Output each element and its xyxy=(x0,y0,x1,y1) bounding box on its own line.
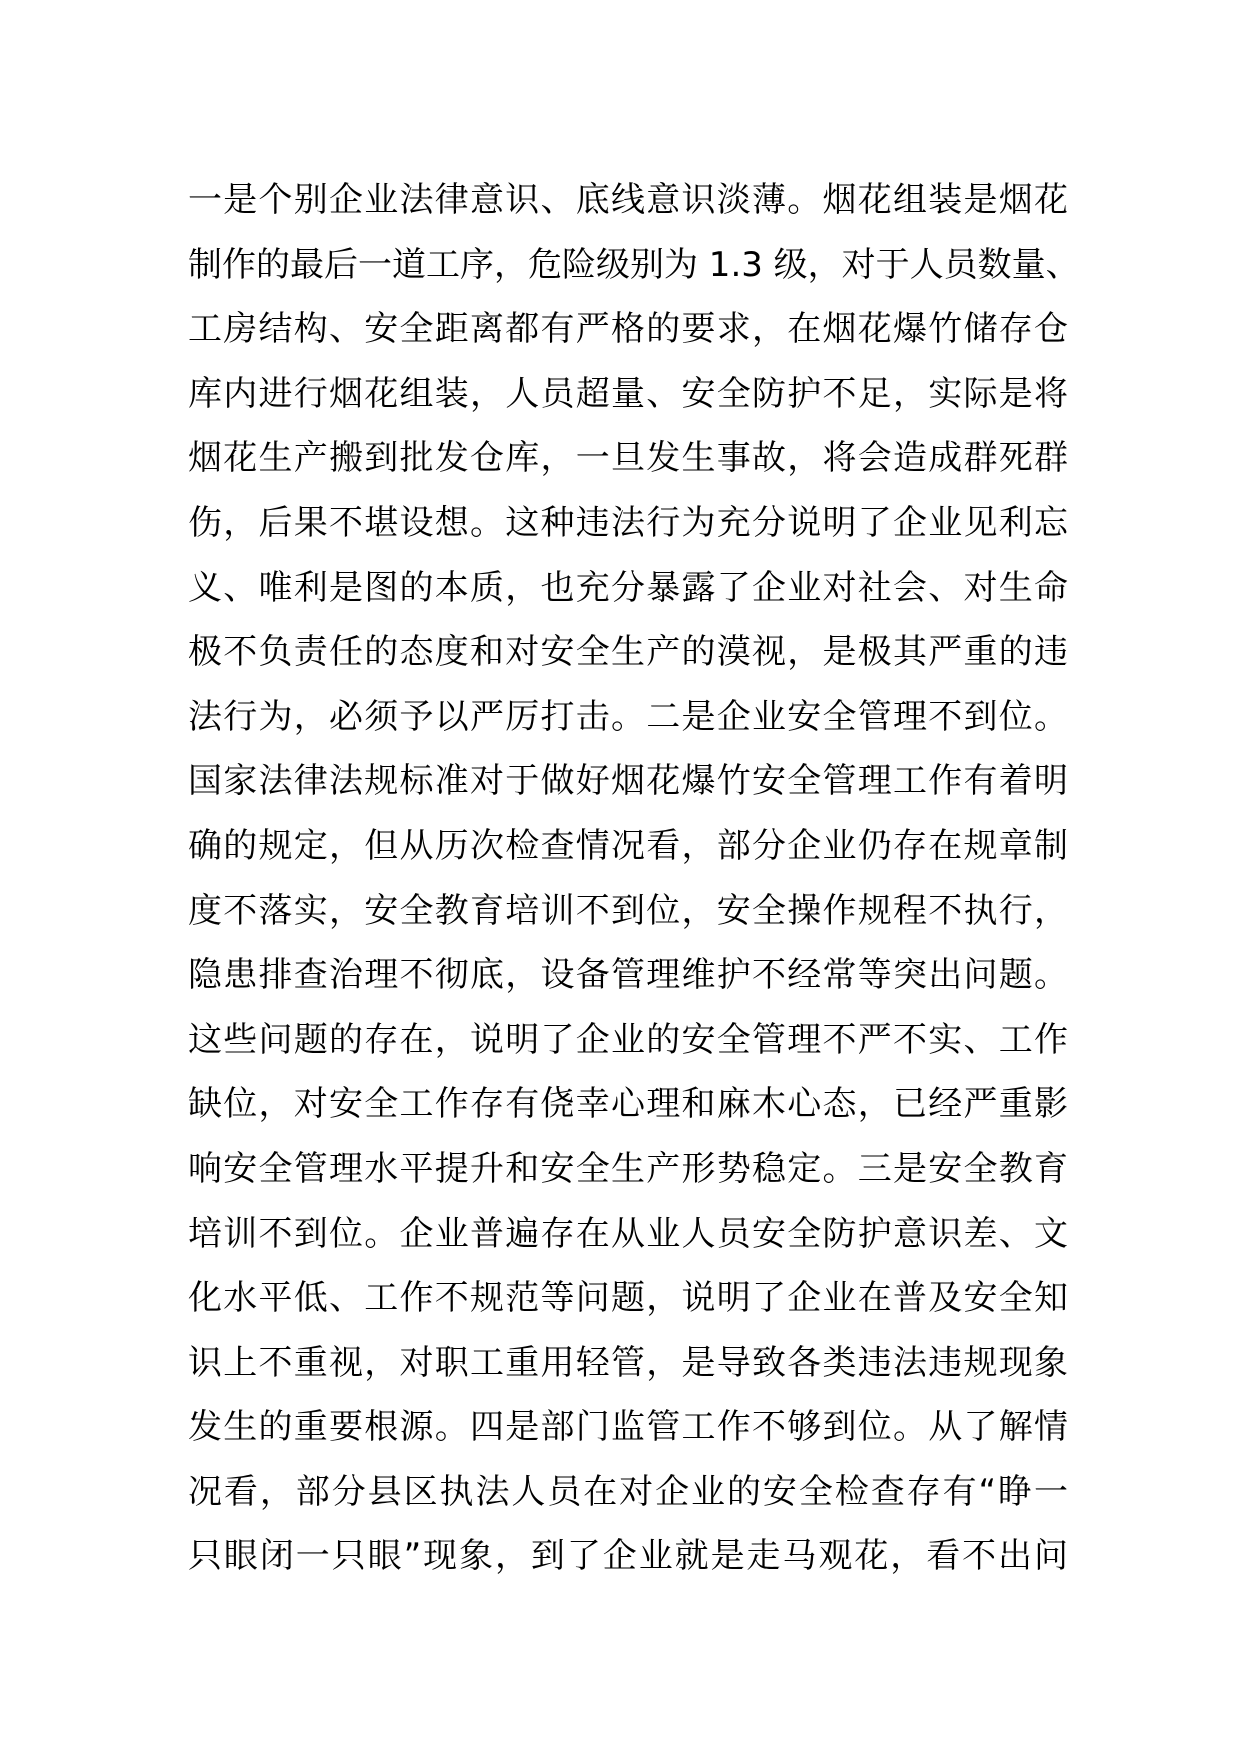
body-text xyxy=(188,168,1080,1589)
text-line: 伤，后果不堪设想。这种违法行为充分说明了企业见利忘 xyxy=(188,502,1068,543)
text-line: 况看，部分县区执法人员在对企业的安全检查存有“睁一 xyxy=(188,1471,1068,1512)
text-line: 工房结构、安全距离都有严格的要求，在烟花爆竹储存仓 xyxy=(188,309,1068,350)
text-line: 国家法律法规标准对于做好烟花爆竹安全管理工作有着明 xyxy=(188,761,1068,802)
text-line: 化水平低、工作不规范等问题，说明了企业在普及安全知 xyxy=(188,1278,1068,1319)
text-line: 极不负责任的态度和对安全生产的漠视，是极其严重的违 xyxy=(188,632,1068,673)
text-line: 库内进行烟花组装，人员超量、安全防护不足，实际是将 xyxy=(188,373,1068,414)
text-line: 法行为，必须予以严厉打击。二是企业安全管理不到位。 xyxy=(188,696,1068,737)
text-line: 培训不到位。企业普遍存在从业人员安全防护意识差、文 xyxy=(188,1213,1068,1254)
text-line: 响安全管理水平提升和安全生产形势稳定。三是安全教育 xyxy=(188,1148,1068,1189)
text-line: 隐患排查治理不彻底，设备管理维护不经常等突出问题。 xyxy=(188,955,1068,996)
text-line: 义、唯利是图的本质，也充分暴露了企业对社会、对生命 xyxy=(188,567,1068,608)
text-line: 一是个别企业法律意识、底线意识淡薄。烟花组装是烟花 xyxy=(188,180,1068,220)
text-line: 缺位，对安全工作存有侥幸心理和麻木心态，已经严重影 xyxy=(188,1084,1068,1125)
text-line: 识上不重视，对职工重用轻管，是导致各类违法违规现象 xyxy=(188,1342,1068,1383)
text-line: 度不落实，安全教育培训不到位，安全操作规程不执行， xyxy=(188,890,1068,931)
text-line: 这些问题的存在，说明了企业的安全管理不严不实、工作 xyxy=(188,1019,1068,1060)
text-line: 确的规定，但从历次检查情况看，部分企业仍存在规章制 xyxy=(188,825,1068,866)
text-line: 发生的重要根源。四是部门监管工作不够到位。从了解情 xyxy=(188,1407,1068,1448)
text-line: 烟花生产搬到批发仓库，一旦发生事故，将会造成群死群 xyxy=(188,438,1068,479)
text-line: 只眼闭一只眼”现象，到了企业就是走马观花，看不出问 xyxy=(188,1536,1068,1577)
text-line: 制作的最后一道工序，危险级别为 1.3 级，对于人员数量、 xyxy=(188,244,1080,285)
